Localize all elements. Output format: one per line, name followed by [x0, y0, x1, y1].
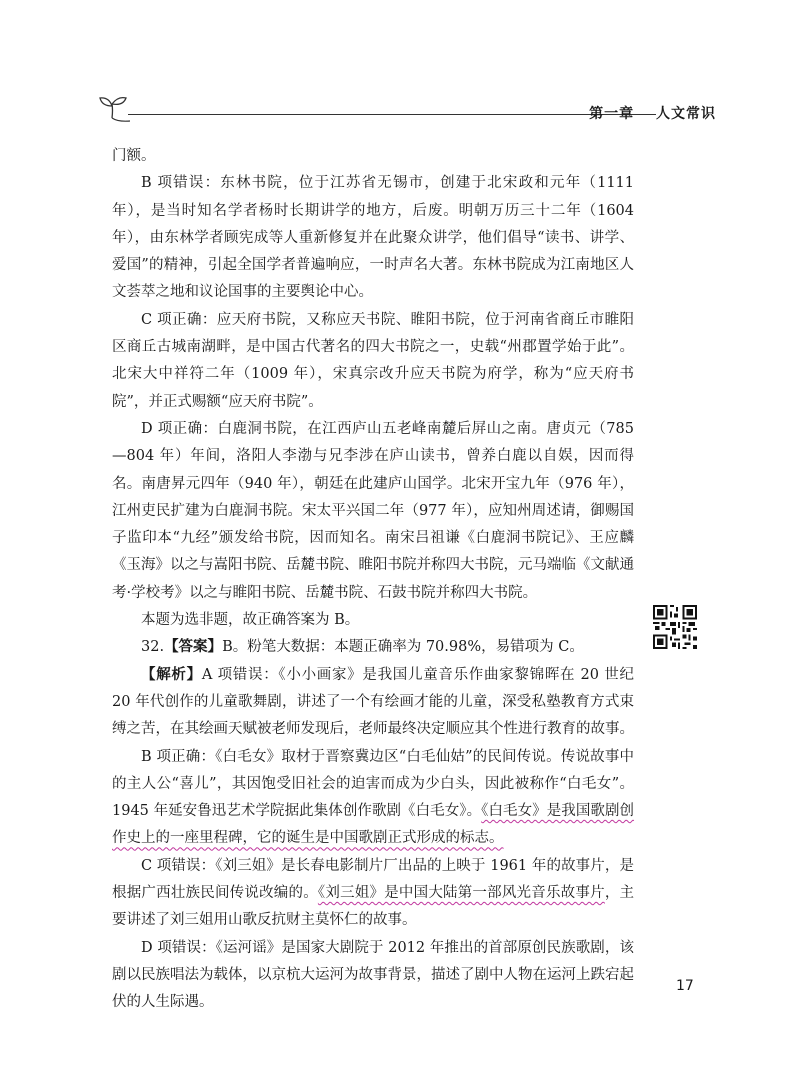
paragraph: 门额。	[112, 148, 156, 164]
page-body	[112, 143, 634, 1017]
paragraph: B 项错误：东林书院，位于江苏省无锡市，创建于北宋政和元年（1111 年），是当时知名学者杨时长期讲学的地方，后废。明朝万历三十二年（1604 年），由东林学者顾宪成等人重新修复并在此聚众讲学，他们倡导“读书、讲学、爱国”的精神，引起全国学者普遍响应，一时声名大著。东林书院成为江南地区人文荟萃之地和议论国事的主要舆论中心。	[112, 175, 634, 301]
chapter-number: 第一章	[589, 106, 635, 122]
paragraph: D 项正确：白鹿洞书院，在江西庐山五老峰南麓后屏山之南。唐贞元（785—804 年）年间，洛阳人李渤与兄李涉在庐山读书，曾养白鹿以自娱，因而得名。南唐昇元四年（940 年），朝廷在此建庐山国学。北宋开宝九年（976 年），江州吏民扩建为白鹿洞书院。宋太平兴国二年（977 年），应知州周述请，御赐国子监印本“九经”颁发给书院，因而知名。南宋吕祖谦《白鹿洞书院记》、王应麟《玉海》以之与嵩阳书院、岳麓书院、睢阳书院并称四大书院，元马端临《文献通考·学校考》以之与睢阳书院、岳麓书院、石鼓书院并称四大书院。	[112, 420, 634, 601]
question-number: 32.	[141, 639, 165, 656]
chapter-title: 人文常识	[656, 106, 716, 122]
paragraph: 本题为选非题，故正确答案为 B。	[141, 612, 360, 629]
analysis-paragraph	[112, 662, 634, 744]
paragraph-tail: ，主要讲述了刘三姐用山歌反抗财主莫怀仁的故事。	[112, 885, 635, 929]
question-answer	[112, 634, 634, 661]
paragraph-text: B 项正确：《白毛女》取材于晋察冀边区“白毛仙姑”的民间传说。传说故事中的主人公“喜儿”，其因饱受旧社会的迫害而成为少白头，因此被称作“白毛女”。1945 年延安鲁迅艺术学院据此集体创作歌剧《白毛女》。	[112, 748, 634, 820]
highlighted-text: 《刘三姐》是中国大陆第一部风光音乐故事片	[317, 885, 605, 902]
analysis-text: A 项错误：《小小画家》是我国儿童音乐作曲家黎锦晖在 20 世纪 20 年代创作的儿童歌舞剧，讲述了一个有绘画才能的儿童，深受私塾教育方式束缚之苦，在其绘画天赋被老师发现后，老师最终决定顺应其个性进行教育的故事。	[112, 666, 634, 738]
page-number: 17	[676, 978, 694, 994]
paragraph: C 项正确：应天府书院，又称应天书院、睢阳书院，位于河南省商丘市睢阳区商丘古城南湖畔，是中国古代著名的四大书院之一，史载“州郡置学始于此”。北宋大中祥符二年（1009 年），宋真宗改升应天书院为府学，称为“应天府书院”，并正式赐额“应天府书院”。	[112, 311, 634, 410]
header-rule	[128, 114, 656, 115]
page-header	[96, 92, 716, 132]
chapter-heading	[589, 103, 716, 123]
analysis-label: 【解析】	[141, 666, 202, 683]
answer-text: B。粉笔大数据：本题正确率为 70.98%，易错项为 C。	[222, 639, 584, 656]
paragraph: D 项错误：《运河谣》是国家大剧院于 2012 年推出的首部原创民族歌剧，该剧以民族唱法为载体，以京杭大运河为故事背景，描述了剧中人物在运河上跌宕起伏的人生际遇。	[112, 939, 634, 1011]
answer-label: 【答案】	[164, 639, 223, 656]
qr-code-icon	[653, 605, 697, 649]
paragraph	[112, 853, 634, 935]
paragraph	[112, 744, 634, 853]
paragraph-text: C 项错误：《刘三姐》是长春电影制片厂出品的上映于 1961 年的故事片，是根据广西壮族民间传说改编的。	[112, 857, 634, 902]
sprout-icon	[96, 92, 130, 122]
highlighted-text: 《白毛女》是我国歌剧创作史上的一座里程碑，它的诞生是中国歌剧正式形成的标志。	[112, 803, 635, 847]
